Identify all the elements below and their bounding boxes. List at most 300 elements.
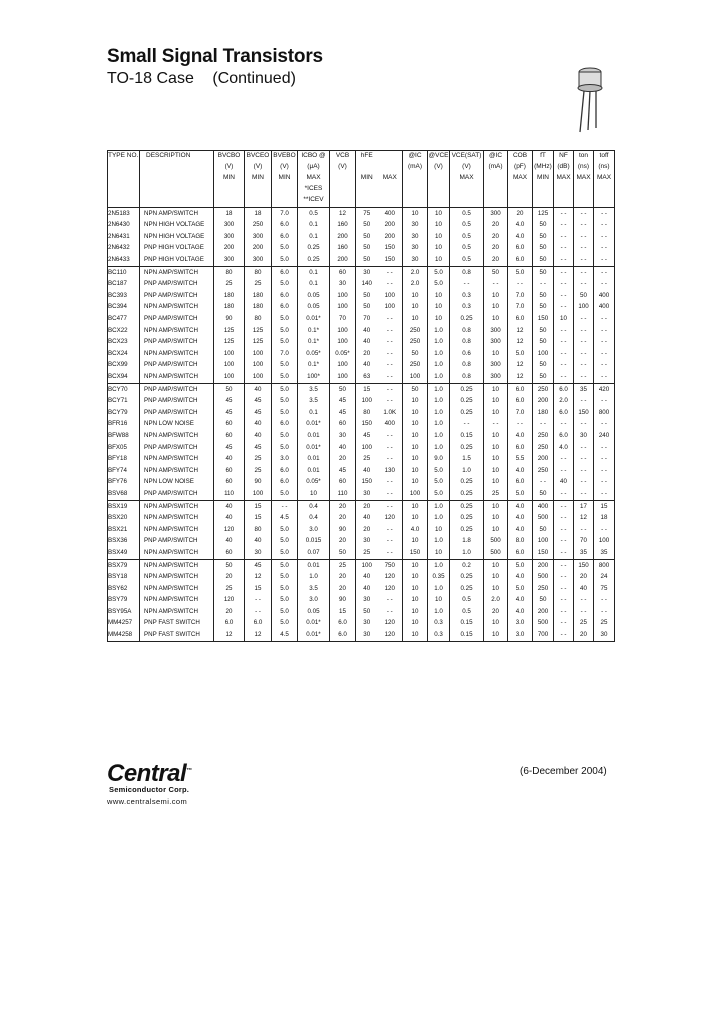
spec-cell: 10 [554,313,574,325]
spec-cell: - - [554,571,574,583]
spec-cell: 500 [484,547,508,559]
header-cell [574,196,594,208]
spec-cell: 100 [533,536,554,548]
spec-cell: 2.0 [554,396,574,408]
spec-cell: 6.0 [272,266,298,278]
spec-cell: 0.5 [450,606,484,618]
spec-cell: 100 [245,360,272,372]
subtitle-case: TO-18 Case [107,70,194,87]
spec-cell: - - [554,325,574,337]
spec-cell: 35 [594,547,615,559]
table-row [108,208,615,220]
spec-cell: 10 [484,302,508,314]
description-cell: NPN AMP/SWITCH [140,559,214,571]
spec-cell: - - [386,455,393,463]
type-number-cell: 2N6430 [108,221,130,229]
spec-cell: 20 [574,571,594,583]
spec-cell: 1.0 [428,396,450,408]
spec-cell: 90 [214,313,245,325]
spec-cell: 300 [214,220,245,232]
spec-cell: 100 [533,348,554,360]
spec-cell: 150 [403,547,428,559]
spec-cell: - - [386,607,393,615]
spec-cell: 10 [403,536,428,548]
description-cell: NPN AMP/SWITCH [140,512,214,524]
spec-cell: - - [594,524,615,536]
spec-cell: 6.0 [272,220,298,232]
spec-cell: 120 [384,619,395,627]
spec-cell: - - [554,524,574,536]
header-cell [403,185,428,196]
type-number-cell: BFR16 [108,420,128,428]
spec-cell: 0.8 [450,266,484,278]
spec-cell: 4.0 [508,571,533,583]
description-cell: NPN AMP/SWITCH [140,606,214,618]
spec-cell: 0.8 [450,360,484,372]
header-cell [245,185,272,196]
type-number-cell: BSV68 [108,489,128,497]
spec-cell: 30 [330,430,356,442]
header-cell: (V) [214,163,245,174]
spec-cell: 20 [484,606,508,618]
spec-cell: 10 [484,629,508,641]
spec-cell: 100 [330,290,356,302]
spec-cell: 100 [403,371,428,383]
header-cell: hFE [356,151,378,164]
spec-cell: 125 [214,325,245,337]
spec-cell: 400 [594,290,615,302]
header-cell [356,196,378,208]
spec-cell: 80 [245,266,272,278]
spec-cell: - - [554,220,574,232]
spec-cell: 5.0 [272,571,298,583]
spec-cell: 10 [484,583,508,595]
description-cell: PNP AMP/SWITCH [140,313,214,325]
spec-cell: 0.3 [428,629,450,641]
spec-cell: 5.5 [508,453,533,465]
spec-cell: 40 [330,442,356,454]
header-cell: COB [508,151,533,164]
spec-cell: 50 [356,243,378,255]
description-cell: NPN AMP/SWITCH [140,583,214,595]
spec-cell: 10 [403,571,428,583]
spec-cell: 10 [484,313,508,325]
header-cell [450,185,484,196]
spec-cell: 100 [384,291,395,299]
header-cell [428,174,450,185]
spec-cell: 50 [356,231,378,243]
spec-cell: 10 [403,442,428,454]
spec-cell: 75 [594,583,615,595]
spec-cell: 300 [484,337,508,349]
spec-cell: 50 [533,266,554,278]
spec-cell: - - [574,488,594,500]
header-cell: (ns) [594,163,615,174]
table-row [108,371,615,383]
spec-cell: 0.4 [298,500,330,512]
description-cell: NPN AMP/SWITCH [140,453,214,465]
header-cell [108,196,140,208]
spec-cell: 10 [403,512,428,524]
spec-cell: 1.0 [428,606,450,618]
description-cell: NPN AMP/SWITCH [140,571,214,583]
spec-cell: 12 [245,629,272,641]
spec-cell: 3.0 [298,524,330,536]
spec-cell: 10 [484,512,508,524]
table-row [108,512,615,524]
spec-cell: 10 [403,430,428,442]
spec-cell: 10 [484,477,508,489]
type-number-cell: 2N5183 [108,208,140,220]
table-row [108,266,615,278]
publication-date: (6-December 2004) [520,766,607,777]
spec-cell: - - [386,478,393,486]
spec-cell: 12 [508,371,533,383]
spec-cell: 125 [214,337,245,349]
spec-cell: 0.1* [298,337,330,349]
spec-cell: - - [378,383,403,395]
spec-cell: - - [554,583,574,595]
spec-cell: - - [594,348,615,360]
spec-cell: 12 [508,360,533,372]
spec-cell: 40 [356,360,378,372]
type-number-cell: BCX23 [108,338,128,346]
type-number-cell: BSX21 [108,525,128,533]
spec-cell: 100 [214,348,245,360]
description-cell: NPN AMP/SWITCH [140,595,214,607]
spec-cell: 1.0 [428,536,450,548]
spec-cell: 200 [384,232,395,240]
header-cell [378,185,403,196]
table-row [108,220,615,232]
spec-cell: 60 [330,419,356,431]
header-cell: toff [594,151,615,164]
header-cell: (V) [272,163,298,174]
spec-cell: 10 [403,583,428,595]
spec-cell: 4.5 [272,629,298,641]
spec-cell: 10 [403,595,428,607]
spec-cell: 4.0 [508,512,533,524]
spec-cell: - - [554,536,574,548]
header-cell [108,163,140,174]
header-cell [484,185,508,196]
spec-cell: - - [386,548,393,556]
spec-cell: 6.0 [508,313,533,325]
spec-cell: 20 [508,208,533,220]
type-number-cell: BCX24 [108,349,128,357]
spec-cell: 0.25 [450,396,484,408]
spec-cell: 10 [484,571,508,583]
page-title: Small Signal Transistors [107,46,323,67]
header-cell [508,196,533,208]
spec-cell: 1.5 [450,453,484,465]
spec-cell: 125 [245,325,272,337]
header-cell: MAX [298,174,330,185]
header-cell: MIN [272,174,298,185]
spec-cell: 0.25 [450,583,484,595]
spec-cell: 5.0 [428,279,450,291]
type-number-cell: BSY18 [108,573,128,581]
type-number-cell: 2N6431 [108,232,130,240]
header-cell: NF [554,151,574,164]
spec-cell: 1.0 [428,407,450,419]
header-cell [554,185,574,196]
spec-cell: - - [594,465,615,477]
spec-cell: 300 [484,325,508,337]
spec-cell: 15 [594,500,615,512]
spec-cell: 15 [245,512,272,524]
spec-cell: 20 [356,524,378,536]
spec-cell: 10 [403,559,428,571]
spec-cell: 20 [484,231,508,243]
spec-cell: 25 [574,618,594,630]
spec-cell: 0.1 [298,231,330,243]
header-cell [214,185,245,196]
table-row [108,419,615,431]
description-cell: PNP AMP/SWITCH [140,396,214,408]
spec-cell: 50 [574,290,594,302]
spec-cell: 10 [484,618,508,630]
spec-cell: - - [594,371,615,383]
header-cell: ton [574,151,594,164]
spec-cell: 4.0 [508,595,533,607]
spec-cell: 10 [484,442,508,454]
spec-cell: - - [574,396,594,408]
subtitle-continued: (Continued) [212,70,296,87]
spec-cell: 20 [330,536,356,548]
spec-cell: 7.0 [272,348,298,360]
spec-cell: 10 [403,419,428,431]
spec-cell: 40 [245,430,272,442]
table-row [108,524,615,536]
spec-cell: 3.0 [508,618,533,630]
spec-cell: 6.0 [272,302,298,314]
spec-cell: 300 [484,360,508,372]
spec-cell: 0.25 [450,383,484,395]
spec-cell: 30 [245,547,272,559]
spec-cell: 20 [330,583,356,595]
spec-cell: 0.05* [298,348,330,360]
spec-cell: - - [594,360,615,372]
spec-cell: 0.5 [450,595,484,607]
spec-cell: 15 [330,606,356,618]
spec-cell: 300 [214,231,245,243]
spec-cell: 5.0 [272,595,298,607]
spec-cell: 0.05 [298,290,330,302]
spec-cell: 0.05* [330,348,356,360]
spec-cell: 100 [356,559,378,571]
spec-cell: 30 [356,629,378,641]
spec-cell: 0.25 [450,407,484,419]
spec-cell: 8.0 [508,536,533,548]
spec-cell: 100 [330,337,356,349]
spec-cell: 25 [245,453,272,465]
spec-cell: 0.07 [298,547,330,559]
spec-cell: 60 [214,465,245,477]
header-cell: MAX [574,174,594,185]
type-number-cell: BSX36 [108,537,128,545]
spec-cell: 12 [508,325,533,337]
spec-cell: 100 [384,303,395,311]
description-cell: NPN AMP/SWITCH [140,325,214,337]
spec-cell: 0.8 [450,337,484,349]
spec-cell: 10 [484,453,508,465]
spec-cell: 6.0 [508,477,533,489]
spec-cell: 50 [533,231,554,243]
spec-cell: 5.0 [272,524,298,536]
spec-cell: 0.01 [298,559,330,571]
spec-cell: 50 [533,488,554,500]
spec-cell: 60 [214,547,245,559]
spec-cell: - - [594,337,615,349]
spec-cell: 1.0 [428,583,450,595]
spec-cell: 10 [428,302,450,314]
spec-cell: 300 [484,208,508,220]
spec-cell: 10 [484,290,508,302]
spec-cell: - - [574,313,594,325]
description-cell: NPN HIGH VOLTAGE [140,220,214,232]
spec-cell: 10 [428,313,450,325]
spec-cell: 10 [428,243,450,255]
header-cell: (μA) [298,163,330,174]
spec-cell: 120 [384,584,395,592]
header-cell: MAX [554,174,574,185]
header-cell [378,163,403,174]
spec-cell: 30 [356,488,378,500]
spec-cell: 40 [214,500,245,512]
spec-cell: 130 [384,466,395,474]
spec-cell: 140 [356,279,378,291]
spec-cell: 5.0 [508,266,533,278]
header-cell: (dB) [554,163,574,174]
table-row [108,442,615,454]
header-cell: fT [533,151,554,164]
spec-cell: - - [574,419,594,431]
spec-cell: 10 [403,313,428,325]
spec-cell: 5.0 [272,536,298,548]
spec-cell: - - [594,279,615,291]
spec-cell: 120 [214,595,245,607]
spec-cell: 5.0 [272,583,298,595]
spec-cell: 45 [330,407,356,419]
description-cell: NPN LOW NOISE [140,419,214,431]
spec-cell: 0.01* [298,618,330,630]
type-number-cell: BCX22 [108,326,128,334]
spec-cell: 10 [428,231,450,243]
header-cell [108,185,140,196]
spec-cell: 45 [245,407,272,419]
spec-cell: 40 [245,419,272,431]
spec-cell: 45 [214,442,245,454]
table-row [108,618,615,630]
spec-cell: 50 [533,243,554,255]
website-url[interactable]: www.centralsemi.com [107,797,188,806]
header-cell: MAX [382,174,397,181]
spec-cell: 25 [356,547,378,559]
spec-cell: 500 [484,536,508,548]
spec-cell: 0.25 [450,313,484,325]
spec-cell: 5.0 [272,337,298,349]
spec-cell: - - [574,337,594,349]
description-cell: NPN AMP/SWITCH [140,208,214,220]
type-number-cell: BCX94 [108,373,128,380]
spec-cell: 50 [533,302,554,314]
spec-cell: - - [533,279,554,291]
spec-cell: 10 [403,477,428,489]
spec-cell: 6.0 [508,396,533,408]
spec-cell: 20 [484,220,508,232]
spec-cell: 6.0 [330,618,356,630]
spec-cell: - - [533,477,554,489]
spec-cell: 0.3 [450,290,484,302]
spec-cell: 160 [330,220,356,232]
table-row [108,302,615,314]
spec-cell: 1.0 [428,442,450,454]
spec-cell: 7.0 [272,208,298,220]
spec-cell: 200 [330,254,356,266]
table-row [108,500,615,512]
spec-cell: 5.0 [272,254,298,266]
type-number-cell: BC393 [108,291,127,299]
spec-cell: 0.01* [298,419,330,431]
spec-cell: 6.0 [508,243,533,255]
spec-cell: - - [386,280,393,288]
spec-cell: 80 [356,407,378,419]
spec-cell: 250 [533,442,554,454]
spec-cell: 0.1 [298,266,330,278]
spec-cell: - - [245,595,272,607]
spec-cell: 25 [484,488,508,500]
header-cell: MIN [533,174,554,185]
spec-cell: - - [386,361,393,369]
description-cell: NPN AMP/SWITCH [140,430,214,442]
spec-cell: 75 [356,208,378,220]
description-cell: NPN AMP/SWITCH [140,371,214,383]
spec-cell: 5.0 [272,442,298,454]
transistor-table [107,150,614,642]
spec-cell: 10 [298,488,330,500]
spec-cell: 50 [403,383,428,395]
spec-cell: 40 [214,453,245,465]
spec-cell: 1.0 [428,512,450,524]
description-cell: NPN LOW NOISE [140,477,214,489]
spec-cell: 80 [245,313,272,325]
spec-cell: 40 [356,337,378,349]
spec-cell: 150 [356,477,378,489]
spec-cell: 0.15 [450,618,484,630]
spec-cell: 6.0 [272,419,298,431]
spec-cell: 0.1 [298,407,330,419]
spec-cell: 0.25 [450,488,484,500]
spec-cell: 4.0 [508,430,533,442]
type-number-cell: BCX99 [108,361,128,369]
spec-cell: 1.0 [428,500,450,512]
spec-cell: 50 [533,524,554,536]
spec-cell: 100* [298,371,330,383]
table-row [108,337,615,349]
header-cell [356,185,378,196]
spec-cell: 100 [214,360,245,372]
description-cell: NPN AMP/SWITCH [140,266,214,278]
spec-cell: 6.0 [245,618,272,630]
header-cell: MIN [214,174,245,185]
spec-cell: 180 [245,290,272,302]
spec-cell: 6.0 [330,629,356,641]
spec-cell: 100 [403,488,428,500]
spec-cell: 100 [594,536,615,548]
spec-cell: 5.0 [508,488,533,500]
spec-cell: - - [386,443,393,451]
